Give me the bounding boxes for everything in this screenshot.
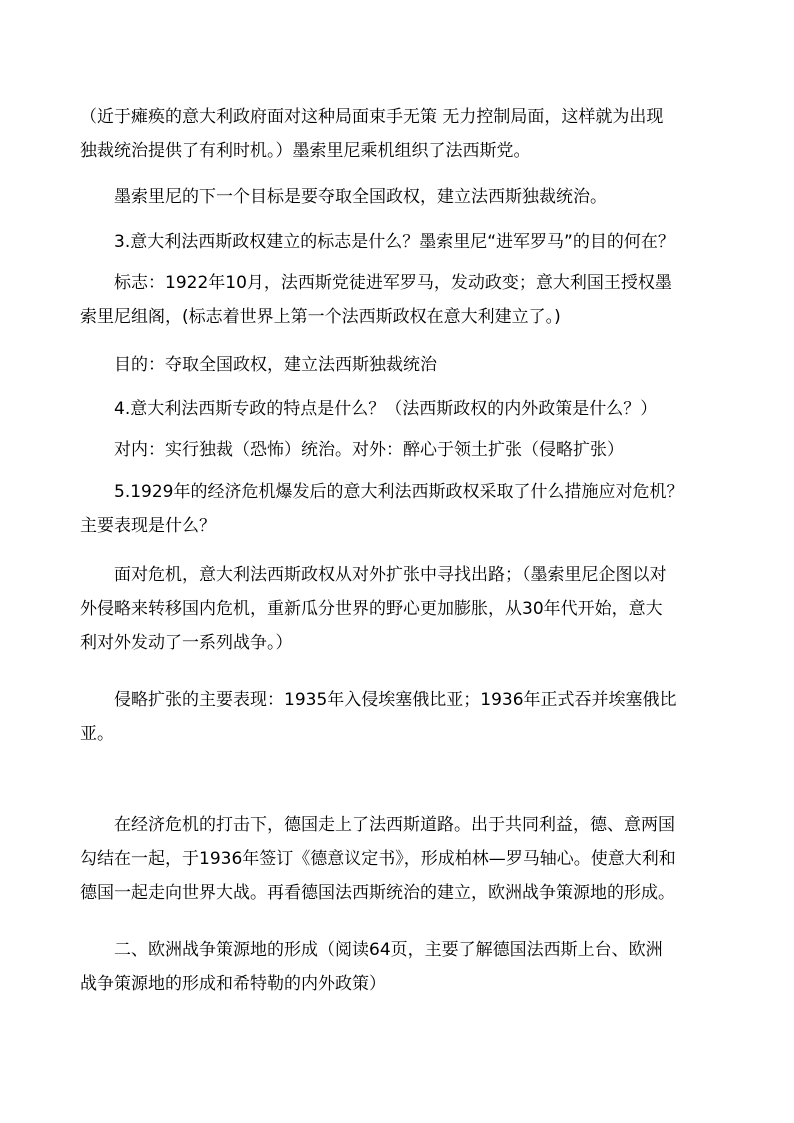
text-line: （近于瘫痪的意大利政府面对这种局面束手无策 无力控制局面，这样就为出现 [80, 107, 664, 127]
text-line: 5.1929年的经济危机爆发后的意大利法西斯政权采取了什么措施应对危机？ [114, 482, 684, 502]
text-line: 利对外发动了一系列战争。） [80, 633, 293, 653]
text-line: 德国一起走向世界大战。再看德国法西斯统治的建立，欧洲战争策源地的形成。 [80, 883, 675, 903]
question-4 [80, 392, 720, 426]
text-line: 战争策源地的形成和希特勒的内外政策） [80, 974, 386, 994]
text-line: 在经济危机的打击下，德国走上了法西斯道路。出于共同利益，德、意两国 [114, 815, 675, 835]
section-heading-2 [80, 933, 720, 1001]
text-line: 二、欧洲战争策源地的形成（阅读64页，主要了解德国法西斯上台、欧洲 [114, 940, 663, 960]
text-line: 侵略扩张的主要表现：1935年入侵埃塞俄比亚；1936年正式吞并埃塞俄比 [114, 690, 677, 710]
answer-5-expansion [80, 683, 720, 751]
text-line: 索里尼组阁，(标志着世界上第一个法西斯政权在意大利建立了。) [80, 307, 561, 327]
text-line: 独裁统治提供了有利时机。）墨索里尼乘机组织了法西斯党。 [80, 141, 531, 161]
question-3 [80, 225, 720, 259]
question-5 [80, 475, 720, 543]
text-line: 勾结在一起，于1936年签订《德意议定书》，形成柏林—罗马轴心。使意大利和 [80, 849, 676, 869]
answer-3-purpose [80, 348, 720, 382]
text-line: 主要表现是什么？ [80, 516, 216, 536]
answer-5-crisis [80, 558, 720, 660]
text-line: 亚。 [80, 724, 114, 744]
text-line: 标志：1922年10月，法西斯党徒进军罗马，发动政变；意大利国王授权墨 [114, 273, 672, 293]
answer-3-sign [80, 266, 720, 334]
paragraph-context-italy [80, 100, 720, 168]
text-line: 3.意大利法西斯政权建立的标志是什么？墨索里尼“进军罗马”的目的何在？ [114, 232, 675, 252]
paragraph-germany-axis [80, 808, 720, 910]
text-line: 对内：实行独裁（恐怖）统治。对外：醉心于领土扩张（侵略扩张） [114, 440, 624, 460]
text-line: 墨索里尼的下一个目标是要夺取全国政权，建立法西斯独裁统治。 [114, 187, 607, 207]
paragraph-next-goal [80, 180, 720, 214]
text-line: 外侵略来转移国内危机，重新瓜分世界的野心更加膨胀，从30年代开始，意大 [80, 599, 663, 619]
text-line: 4.意大利法西斯专政的特点是什么？（法西斯政权的内外政策是什么？） [114, 399, 658, 419]
answer-4 [80, 433, 720, 467]
text-line: 目的：夺取全国政权，建立法西斯独裁统治 [114, 355, 437, 375]
text-line: 面对危机，意大利法西斯政权从对外扩张中寻找出路；（墨索里尼企图以对 [114, 565, 667, 585]
